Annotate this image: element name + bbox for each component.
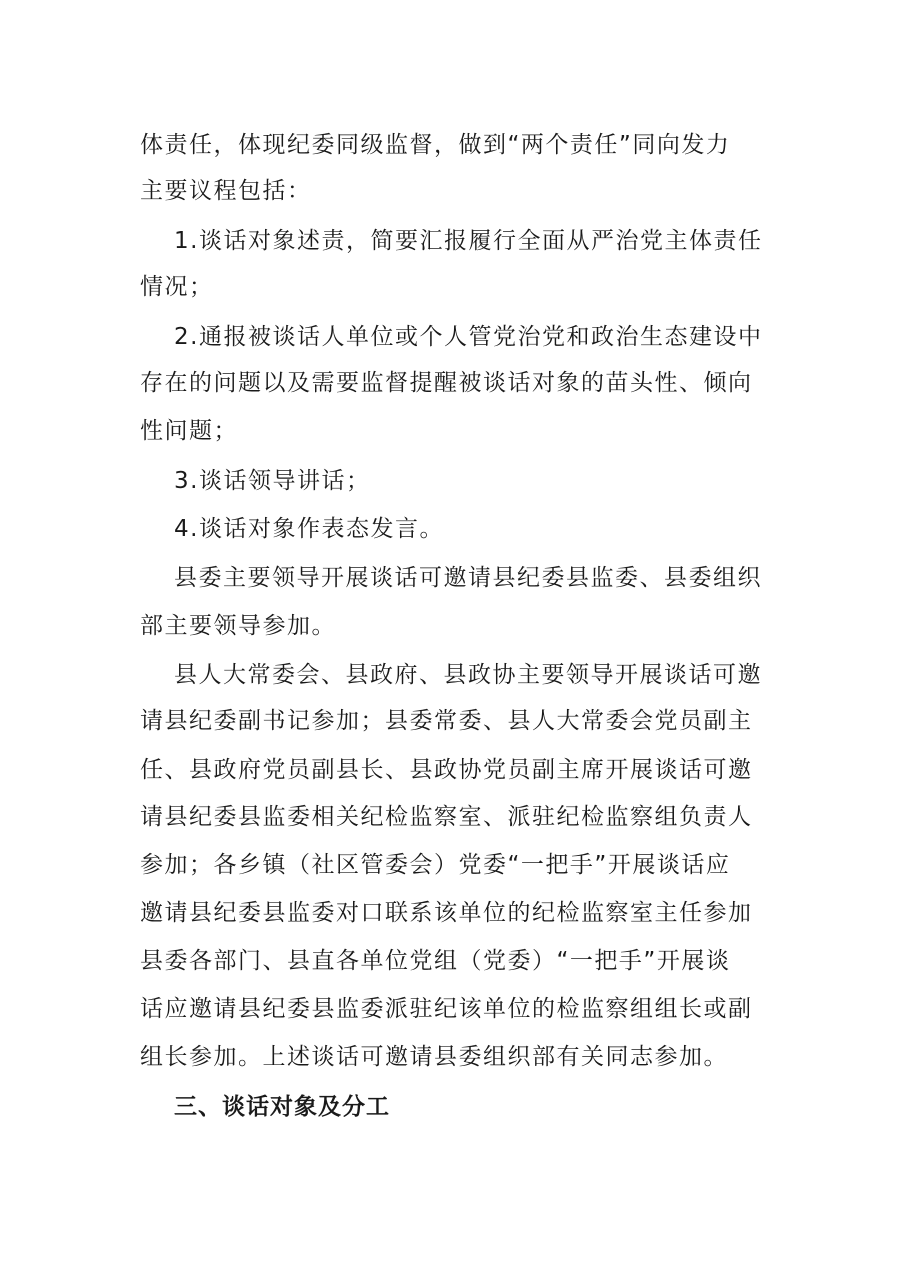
text-line: 1.谈话对象述责，简要汇报履行全面从严治党主体责任 — [174, 228, 763, 254]
text-line: 主要议程包括： — [140, 178, 312, 204]
text-line: 存在的问题以及需要监督提醒被谈话对象的苗头性、倾向 — [140, 370, 753, 396]
text-line: 2.通报被谈话人单位或个人管党治党和政治生态建设中 — [174, 324, 763, 350]
section-heading: 三、谈话对象及分工 — [174, 1094, 390, 1120]
text-line: 县委主要领导开展谈话可邀请县纪委县监委、县委组织 — [174, 565, 762, 591]
text-line: 组长参加。上述谈话可邀请县委组织部有关同志参加。 — [140, 1044, 728, 1070]
text-line: 性问题； — [140, 418, 238, 444]
text-line: 体责任，体现纪委同级监督，做到“两个责任”同向发力 — [140, 132, 731, 158]
text-line: 3.谈话领导讲话； — [174, 468, 371, 494]
text-line: 部主要领导参加。 — [140, 613, 336, 639]
text-line: 参加；各乡镇（社区管委会）党委“一把手”开展谈话应 — [140, 852, 731, 878]
text-line: 县委各部门、县直各单位党组（党委）“一把手”开展谈 — [140, 948, 731, 974]
text-line: 4.谈话对象作表态发言。 — [174, 516, 444, 542]
text-line: 县人大常委会、县政府、县政协主要领导开展谈话可邀 — [174, 662, 762, 688]
text-line: 邀请县纪委县监委对口联系该单位的纪检监察室主任参加 — [140, 900, 753, 926]
text-line: 请县纪委县监委相关纪检监察室、派驻纪检监察组负责人 — [140, 804, 753, 830]
text-line: 话应邀请县纪委县监委派驻纪该单位的检监察组组长或副 — [140, 996, 753, 1022]
text-line: 情况； — [140, 274, 214, 300]
text-line: 请县纪委副书记参加；县委常委、县人大常委会党员副主 — [140, 708, 753, 734]
text-line: 任、县政府党员副县长、县政协党员副主席开展谈话可邀 — [140, 757, 753, 783]
